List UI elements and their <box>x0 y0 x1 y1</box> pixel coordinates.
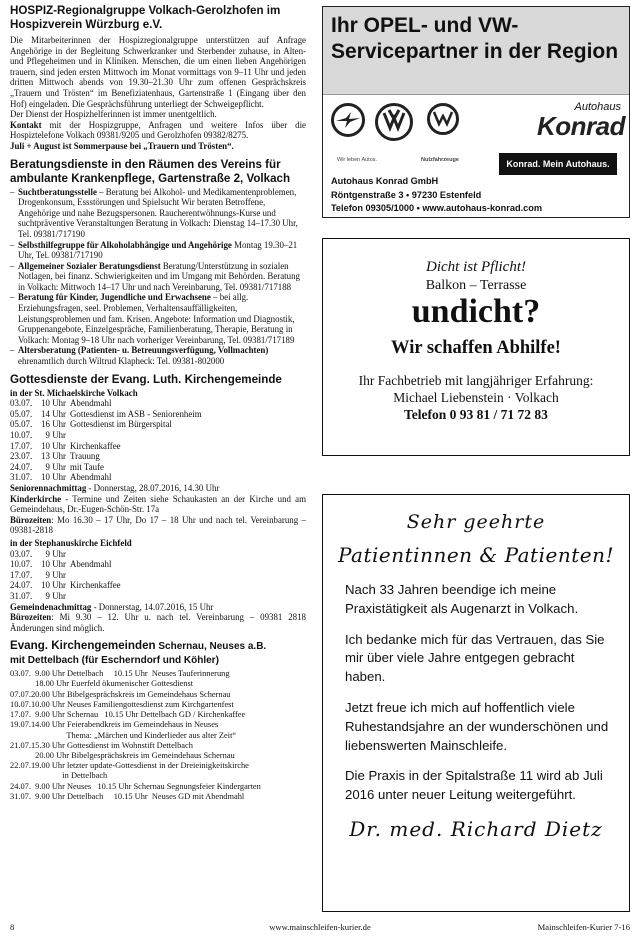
ad-praxis-dietz[interactable] <box>322 494 630 912</box>
row-time: 9 Uhr <box>45 461 66 472</box>
konrad-logo <box>491 101 625 151</box>
michael-schedule <box>10 398 306 483</box>
balkon-line3: undicht? <box>411 293 541 330</box>
kirchengemeinden-title <box>10 639 306 654</box>
schedule-row <box>10 559 306 570</box>
gottesdienste-title: Gottesdienste der Evang. Luth. Kirchengemeinde <box>10 372 282 386</box>
senioren-text: - Donnerstag, 28.07.2016, 14.30 Uhr <box>86 482 220 493</box>
item-title: Altersberatung (Patienten- u. Betreuungsverfügung, Vollmachten) <box>18 345 269 356</box>
list-item: 17.07. 9.00 Uhr Schernau 10.15 Uhr Dettelbach GD / Kirchenkaffee <box>10 710 246 720</box>
item-title: Suchtberatungsstelle <box>18 186 97 197</box>
schedule-row <box>10 398 306 409</box>
list-item: 03.07. 9.00 Uhr Dettelbach 10.15 Uhr Neuses Tauferinnerung <box>10 669 230 679</box>
praxis-para2: Ich bedanke mich für das Vertrauen, das Sie mir über viele Jahre entgegen gebracht haben. <box>345 631 605 685</box>
headline-line1: Ihr OPEL- und VW- <box>331 14 519 37</box>
senioren-label: Seniorennachmittag <box>10 482 87 493</box>
hospiz-kontakt <box>10 120 306 141</box>
praxis-body <box>323 581 629 805</box>
schedule-row <box>10 472 306 483</box>
gemeinde-line <box>10 602 306 613</box>
row-event: Gottesdienst im Bürgerspital <box>70 419 172 430</box>
row-event: Abendmahl <box>70 559 112 570</box>
buero1-line <box>10 515 306 536</box>
kinder-label: Kinderkirche <box>10 493 62 504</box>
row-date: 17.07. <box>10 569 33 580</box>
schedule-row <box>10 419 306 430</box>
row-date: 10.07. <box>10 430 33 440</box>
michael-heading: in der St. Michaelskirche Volkach <box>10 387 138 398</box>
ad-headline <box>323 7 629 71</box>
row-event: Kirchenkaffee <box>70 440 121 451</box>
footer-url[interactable]: www.mainschleifen-kurier.de <box>269 922 371 932</box>
balkon-line6: Michael Liebenstein · Volkach <box>393 390 559 405</box>
schedule-row <box>10 570 306 581</box>
list-item: – Beratung für Kinder, Jugendliche und Erwachsene – bei allg. Erziehungsfragen, seel. Problemen, Verhaltensauffälligkeiten, Leistungsproblemen und fam. Krisen. Angebote: Information und Diagnostik, Gruppenangebote, Einzelgespräche, Familienberatung, Therapie, Beratung in Volkach: Montag 9–18 Uhr nach vorheriger Vereinbarung, Tel. 09381/717189 <box>10 292 295 345</box>
ad-address <box>331 175 542 216</box>
schedule-row <box>10 409 306 420</box>
balkon-phone: Telefon 0 93 81 / 71 72 83 <box>404 407 548 422</box>
list-item: 21.07.15.30 Uhr Gottesdienst im Wohnstift Dettelbach <box>10 740 193 750</box>
row-event: Kirchenkaffee <box>70 580 121 591</box>
schedule-row <box>10 549 306 560</box>
vw-logo-icon <box>375 103 413 141</box>
ad-autohaus-konrad[interactable] <box>322 6 630 218</box>
row-time: 10 Uhr <box>41 440 66 451</box>
list-item: 20.00 Uhr Bibelgesprächskreis im Gemeindehaus Schernau <box>10 750 235 760</box>
row-event: Trauung <box>70 451 100 462</box>
balkon-line2: Balkon – Terrasse <box>425 278 527 293</box>
row-time: 10 Uhr <box>41 559 66 570</box>
row-date: 23.07. <box>10 451 33 462</box>
list-item: – Allgemeiner Sozialer Beratungsdienst Beratung/Unterstützung in sozialen Notlagen, bei finanz. Schwierigkeiten und im Umgang mit Behörden. Beratung in Volkach: Mittwoch 14–17 Uhr und nach Vereinbarung, Tel. 09381/717188 <box>10 260 300 292</box>
gemeinde-text: - Donnerstag, 14.07.2016, 15 Uhr <box>91 601 214 612</box>
opel-logo-icon <box>331 103 365 137</box>
senioren-line <box>10 483 306 494</box>
tiny-left: Wir leben Autos. <box>337 157 378 163</box>
praxis-para3: Jetzt freue ich mich auf hoffentlich viele Ruhestandsjahre an der wunderschönen und liebenswerten Mainschleife. <box>345 699 609 753</box>
list-item: – Suchtberatungsstelle – Beratung bei Alkohol- und Medikamentenproblemen, Drogenkonsum, Essstörungen und Spielsucht Wir beraten Betroffene, Angehörige und nahe Bezugspersonen. Raucherentwöhnungs-Kurse und suchtpräventive Veranstaltungen Beratung in Volkach: Dienstag 14–17.30 Uhr, Tel. 09381/717190 <box>10 186 298 239</box>
list-item: – Altersberatung (Patienten- u. Betreuungsverfügung, Vollmachten) ehrenamtlich durch Wiltrud Klapheck: Tel. 09381-802000 <box>10 345 269 367</box>
row-event: Gottesdienst im ASB - Seniorenheim <box>70 408 202 419</box>
row-time: 9 Uhr <box>45 430 66 440</box>
brand-small: Autohaus <box>574 101 621 113</box>
schedule-row <box>10 462 306 473</box>
kontakt-text: mit der Hospizgruppe, Anfragen und weitere Infos über die Hospiztelefone Volkach 09381/9205 und Gerolzhofen 09382/8275. <box>10 119 306 141</box>
hospiz-title: HOSPIZ-Regionalgruppe Volkach-Gerolzhofen im Hospizverein Würzburg e.V. <box>10 4 281 31</box>
row-time: 9 Uhr <box>45 590 66 601</box>
item-text: Beratung/Unterstützung in sozialen Notlagen, bei finanz. Schwierigkeiten und im Umgang mit Behörden. Beratung in Volkach: Mittwoch 14–17 Uhr und nach Vereinbarung, Tel. 09381/717188 <box>18 260 300 292</box>
row-time: 13 Uhr <box>41 451 66 462</box>
item-text: – Beratung bei Alkohol- und Medikamentenproblemen, Drogenkonsum, Essstörungen und Spielsucht Wir beraten Betroffene, Angehörige und nahe Bezugspersonen. Raucherentwöhnungs-Kurse und suchtpräventive Veranstaltungen Beratung in Volkach: Dienstag 14–17.30 Uhr, Tel. 09381/717190 <box>18 186 298 239</box>
headline-line2: Servicepartner in der Region <box>331 40 619 63</box>
buero2-line <box>10 612 306 633</box>
addr-line2: Röntgenstraße 3 • 97230 Estenfeld <box>331 189 482 200</box>
row-date: 17.07. <box>10 440 33 451</box>
list-item: 19.07.14.00 Uhr Feierabendkreis im Gemeindehaus in Neuses <box>10 720 219 730</box>
list-item: – Selbsthilfegruppe für Alkoholabhängige und Angehörige Montag 19.30–21 Uhr, Tel. 09381/717190 <box>10 239 298 261</box>
row-date: 03.07. <box>10 548 33 559</box>
list-item: 22.07.19.00 Uhr letzter update-Gottesdienst in der Dreieinigkeitskirche <box>10 761 249 771</box>
row-time: 9 Uhr <box>45 548 66 559</box>
list-item: 10.07.10.00 Uhr Neuses Familiengottesdienst zum Kirchgartenfest <box>10 699 234 709</box>
row-event: Abendmahl <box>70 398 112 409</box>
brand-logos <box>331 101 623 151</box>
left-column <box>10 4 306 802</box>
row-date: 05.07. <box>10 419 33 430</box>
ad-balkon[interactable] <box>322 238 630 456</box>
row-time: 16 Uhr <box>41 419 66 430</box>
signature: Dr. med. Richard Dietz <box>349 816 603 841</box>
kg-title-rest: Schernau, Neuses a.B. <box>155 641 267 653</box>
magazine-issue: Mainschleifen-Kurier 7-16 <box>537 922 630 932</box>
slogan-badge: Konrad. Mein Autohaus. <box>499 153 617 175</box>
gemeinde-label: Gemeindenachmittag <box>10 601 92 612</box>
list-item: 07.07.20.00 Uhr Bibelgesprächskreis im Gemeindehaus Schernau <box>10 689 231 699</box>
greeting-line2: Patientinnen & Patienten! <box>338 543 614 567</box>
stephanus-heading: in der Stephanuskirche Eichfeld <box>10 537 132 548</box>
beratung-title: Beratungsdienste in den Räumen des Vereins für ambulante Krankenpflege, Gartenstraße 2, Volkach <box>10 157 291 185</box>
kg-schedule <box>10 669 306 802</box>
list-item: 31.07. 9.00 Uhr Dettelbach 10.15 Uhr Neuses GD mit Abendmahl <box>10 791 245 801</box>
hospiz-summer <box>10 141 306 152</box>
item-title: Selbsthilfegruppe für Alkoholabhängige und Angehörige <box>18 239 232 250</box>
item-title: Beratung für Kinder, Jugendliche und Erwachsene <box>18 292 211 303</box>
vw-nutzfahrzeuge-logo-icon <box>427 103 459 135</box>
schedule-row <box>10 451 306 462</box>
row-time: 10 Uhr <box>41 398 66 409</box>
praxis-para1: Nach 33 Jahren beendige ich meine Praxistätigkeit als Augenarzt in Volkach. <box>345 582 579 616</box>
row-event: mit Taufe <box>70 461 104 472</box>
balkon-line4: Wir schaffen Abhilfe! <box>391 338 561 358</box>
stephanus-schedule <box>10 549 306 602</box>
page-number: 8 <box>10 922 15 932</box>
schedule-row <box>10 591 306 602</box>
buero1-text: : Mo 16.30 – 17 Uhr, Do 17 – 18 Uhr und nach tel. Vereinbarung – 09381-2818 <box>10 514 306 536</box>
buero2-label: Bürozeiten <box>10 612 52 623</box>
schedule-row <box>10 430 306 441</box>
balkon-line5: Ihr Fachbetrieb mit langjähriger Erfahrung: <box>358 373 594 388</box>
hospiz-para2: Der Dienst der Hospizhelferinnen ist immer unentgeltlich. <box>10 109 217 120</box>
row-date: 31.07. <box>10 590 33 601</box>
row-time: 9 Uhr <box>45 569 66 580</box>
item-text: ehrenamtlich durch Wiltrud Klapheck: Tel. 09381-802000 <box>18 356 225 367</box>
ad-banner <box>323 7 629 95</box>
list-item: in Dettelbach <box>10 771 108 781</box>
row-time: 10 Uhr <box>41 472 66 483</box>
balkon-line1: Dicht ist Pflicht! <box>426 259 526 275</box>
list-item: 18.00 Uhr Euerfeld ökumenischer Gottesdienst <box>10 679 194 689</box>
item-text: Montag 19.30–21 Uhr, Tel. 09381/717190 <box>18 239 298 261</box>
addr-line3: Telefon 09305/1000 • www.autohaus-konrad.com <box>331 203 543 213</box>
hospiz-para1: Die Mitarbeiterinnen der Hospizregionalgruppe unterstützen auf Anfrage Angehörige in der Begleitung Schwerkranker und Sterbender zuhause, in Alten- und Pflegeheimen und in Kliniken. Menschen, die um einen lieben Angehörigen trauern, sind jeden ersten Mittwoch im Monat vormittags von 9–11 Uhr und jeden dritten Mittwoch abends von 19.30–21.30 Uhr zum offenen Gesprächskreis „Trauern und Trösten“ im Benefiziatenhaus, Gartenstraße 1 (Eingang über den Hof) eingeladen. Die Gesprächsführung unterliegt der Schweigepflicht. <box>10 35 306 109</box>
row-time: 14 Uhr <box>41 408 66 419</box>
row-date: 24.07. <box>10 580 33 591</box>
schedule-row <box>10 441 306 452</box>
buero1-label: Bürozeiten <box>10 514 52 525</box>
row-event: Abendmahl <box>70 472 112 483</box>
praxis-para4: Die Praxis in der Spitalstraße 11 wird ab Juli 2016 unter neuer Leitung weitergeführt. <box>345 768 603 803</box>
list-item: Thema: „Märchen und Kinderlieder aus alter Zeit“ <box>10 730 237 740</box>
brand-big: Konrad <box>537 111 625 141</box>
row-date: 05.07. <box>10 408 33 419</box>
item-text: – bei allg. Erziehungsfragen, seel. Problemen, Verhaltensauffälligkeiten, Leistungsproblemen und fam. Krisen. Angebote: Information und Diagnostik, Gruppenangebote, Einzelgespräche, Familienberatung, Therapie, Beratung in Volkach: Montag 9–18 Uhr nach vorheriger Vereinbarung, Tel. 09381/717189 <box>18 292 295 345</box>
row-date: 03.07. <box>10 398 33 409</box>
addr-line1: Autohaus Konrad GmbH <box>331 176 439 186</box>
kontakt-label: Kontakt <box>10 119 42 130</box>
greeting-line1: Sehr geehrte <box>406 511 546 533</box>
row-time: 10 Uhr <box>41 580 66 591</box>
kg-title-bold: Evang. Kirchengemeinden <box>10 639 156 653</box>
list-item: 24.07. 9.00 Uhr Neuses 10.15 Uhr Schernau Segnungsfeier Kindergarten <box>10 781 261 791</box>
tiny-right: Nutzfahrzeuge <box>421 157 459 163</box>
row-date: 24.07. <box>10 461 33 472</box>
kirchengemeinden-subtitle: mit Dettelbach (für Escherndorf und Köhler) <box>10 655 219 667</box>
buero2-text: : Mi 9.30 – 12. Uhr u. nach tel. Vereinbarung – 09381 2818 Änderungen sind möglich. <box>10 612 306 633</box>
item-title: Allgemeiner Sozialer Beratungsdienst <box>18 260 161 271</box>
schedule-row <box>10 580 306 591</box>
row-date: 10.07. <box>10 559 33 570</box>
row-date: 31.07. <box>10 472 33 483</box>
summer-note: Juli + August ist Sommerpause bei „Trauern und Trösten“. <box>10 140 234 151</box>
page-footer <box>0 922 640 936</box>
kinder-text: - Termine und Zeiten siehe Schaukasten an der Kirche und am Gemeindehaus, Dr.-Eugen-Schön-Str. 17a <box>10 493 306 515</box>
kinder-line <box>10 494 306 515</box>
beratung-list <box>10 187 306 367</box>
